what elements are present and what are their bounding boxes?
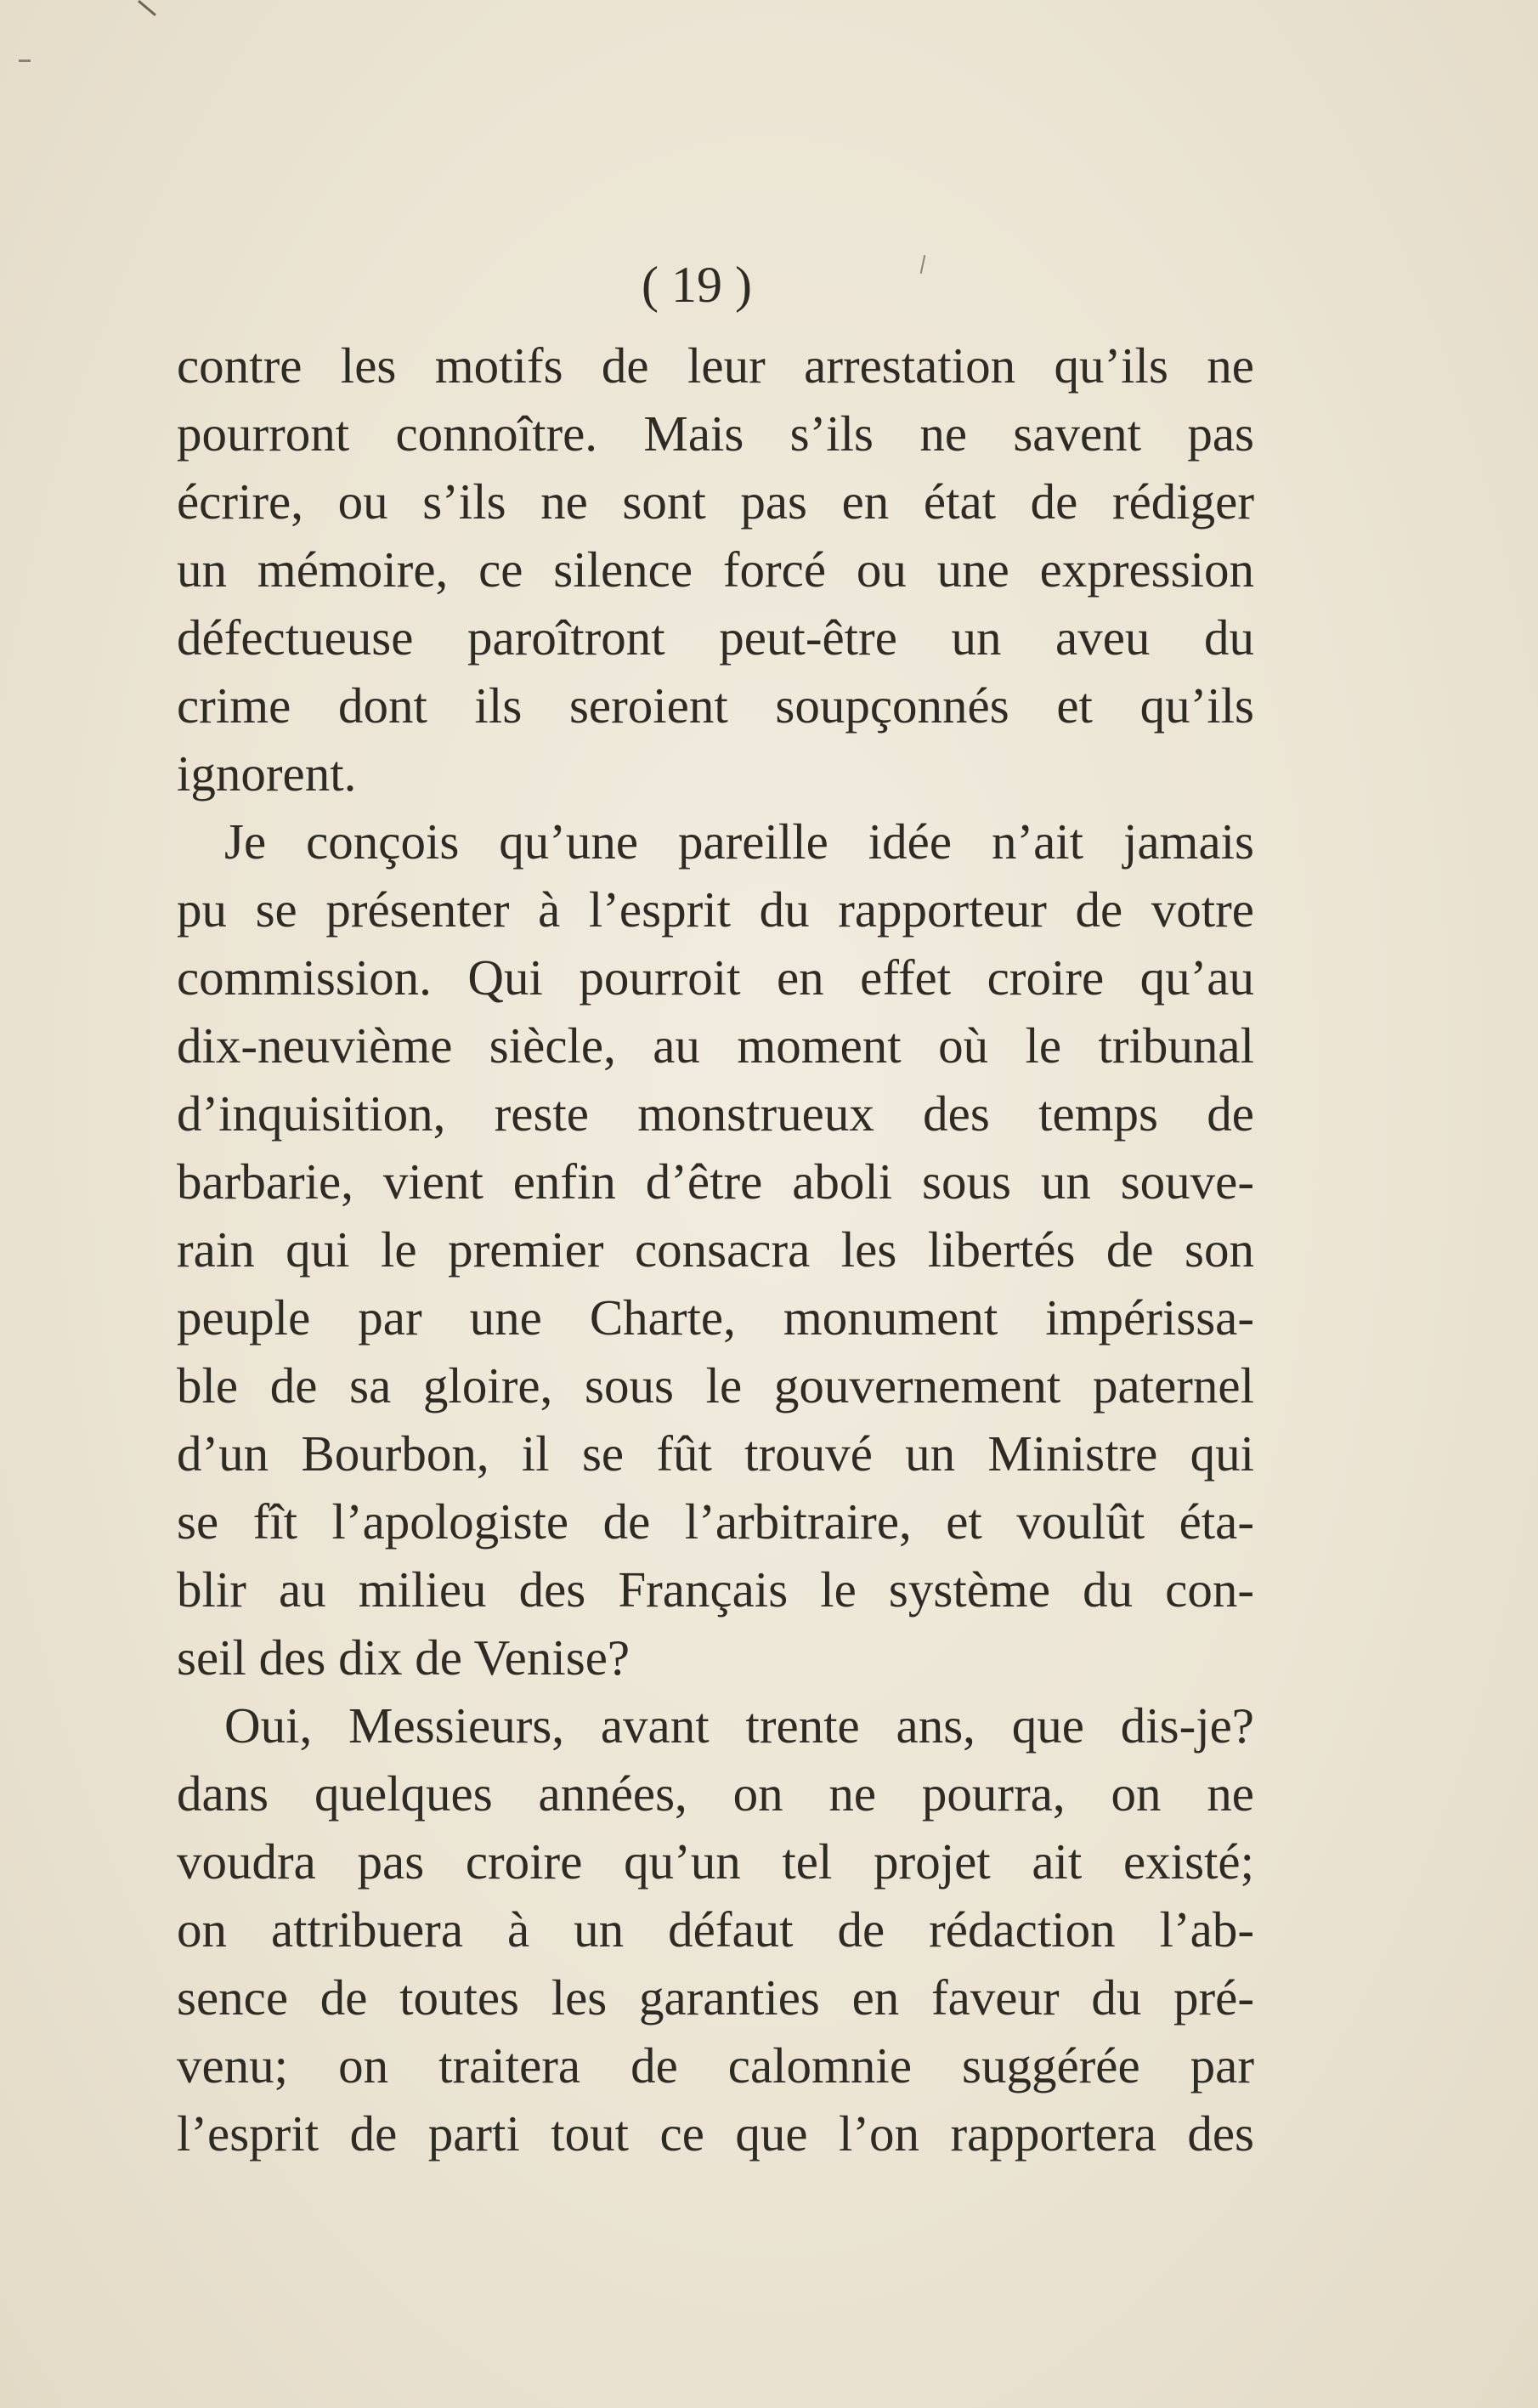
text-line: commission. Qui pourroit en effet croire qu’au [177,949,1254,1006]
ink-speck [19,59,31,62]
text-line: d’inquisition, reste monstrueux des temps de [177,1085,1254,1142]
text-line: dix-neuvième siècle, au moment où le tribunal [177,1017,1254,1074]
text-line: on attribuera à un défaut de rédaction l’ab- [177,1901,1254,1958]
ink-speck [920,255,926,274]
text-line: défectueuse paroîtront peut-être un aveu du [177,609,1254,666]
text-line: sence de toutes les garanties en faveur du pré- [177,1969,1254,2026]
page-number: ( 19 ) [642,257,752,313]
text-line: seil des dix de Venise? [177,1629,630,1686]
text-line: dans quelques années, on ne pourra, on ne [177,1765,1254,1822]
text-line: d’un Bourbon, il se fût trouvé un Ministre qui [177,1425,1254,1482]
body-text [177,331,1254,2167]
text-line: blir au milieu des Français le système du con- [177,1561,1254,1618]
paragraph-start-line: Oui, Messieurs, avant trente ans, que dis-je? [224,1697,1254,1754]
text-line: contre les motifs de leur arrestation qu’ils ne [177,337,1254,394]
ink-speck [138,0,156,16]
text-line: un mémoire, ce silence forcé ou une expression [177,541,1254,598]
text-line: crime dont ils seroient soupçonnés et qu’ils [177,677,1254,734]
text-line: l’esprit de parti tout ce que l’on rapportera des [177,2105,1254,2162]
text-line: ble de sa gloire, sous le gouvernement paternel [177,1357,1254,1414]
text-line: ignorent. [177,745,357,802]
text-line: écrire, ou s’ils ne sont pas en état de rédiger [177,473,1254,530]
paragraph-start-line: Je conçois qu’une pareille idée n’ait jamais [224,813,1254,870]
text-line: pu se présenter à l’esprit du rapporteur de votre [177,881,1254,938]
text-line: voudra pas croire qu’un tel projet ait existé; [177,1833,1254,1890]
text-line: barbarie, vient enfin d’être aboli sous un souve- [177,1153,1254,1210]
text-line: pourront connoître. Mais s’ils ne savent pas [177,405,1254,462]
text-line: rain qui le premier consacra les libertés de son [177,1221,1254,1278]
text-line: se fît l’apologiste de l’arbitraire, et voulût éta- [177,1493,1254,1550]
text-line: venu; on traitera de calomnie suggérée par [177,2037,1254,2094]
text-line: peuple par une Charte, monument impérissa- [177,1289,1254,1346]
